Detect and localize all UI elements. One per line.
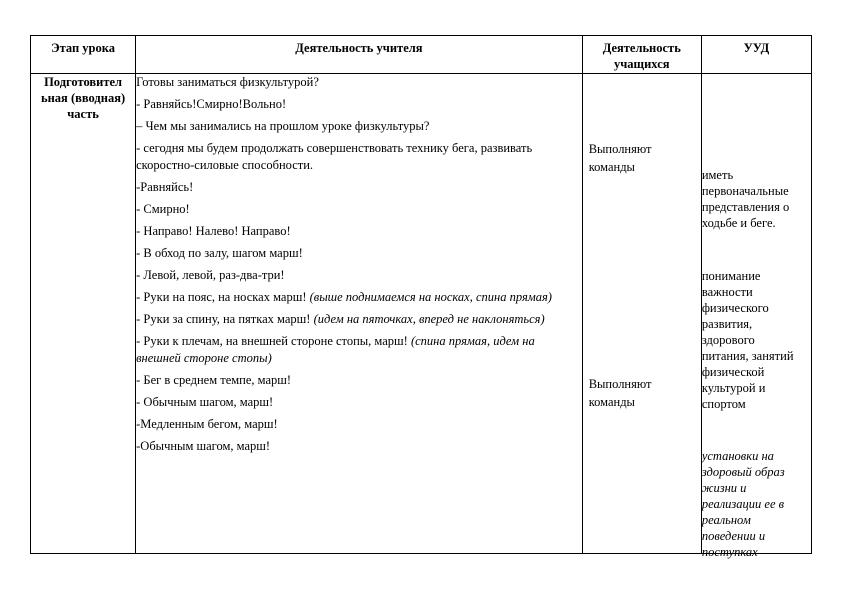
teacher-line <box>136 74 582 91</box>
students-cell <box>582 74 701 554</box>
uud-line: представления о <box>701 200 790 214</box>
teacher-line-text: - Смирно! <box>136 202 190 216</box>
uud-line: физической <box>701 365 765 379</box>
students-response-1 <box>589 140 652 176</box>
stage-line: ьная (вводная) <box>41 91 126 105</box>
teacher-line-text: - сегодня мы будем продолжать совершенствовать технику бега, развивать скоростно-силовые способности. <box>136 141 533 172</box>
teacher-line <box>136 311 582 328</box>
uud-line: понимание <box>701 269 761 283</box>
uud-line: иметь <box>701 168 734 182</box>
teacher-line-note: (выше поднимаемся на носках, спина прямая) <box>309 290 552 304</box>
header-students: Деятельность учащихся <box>582 36 701 74</box>
uud-line: жизни и <box>701 481 747 495</box>
uud-cell <box>701 74 811 559</box>
teacher-line <box>136 289 582 306</box>
uud-line: поступках <box>701 545 758 559</box>
uud-line: спортом <box>701 397 746 411</box>
header-teacher: Деятельность учителя <box>136 36 583 74</box>
teacher-line-text: Готовы заниматься физкультурой? <box>136 75 319 89</box>
teacher-line <box>136 416 582 433</box>
stage-cell <box>31 74 136 554</box>
teacher-line <box>136 438 582 455</box>
teacher-line-text: - Левой, левой, раз-два-три! <box>136 268 285 282</box>
students-response-2 <box>589 375 652 411</box>
teacher-line-text: - Руки к плечам, на внешней стороне стопы, марш! <box>136 334 408 348</box>
students-text: команды <box>588 160 635 174</box>
teacher-cell <box>136 74 583 554</box>
uud-line: реальном <box>701 513 751 527</box>
content-row <box>31 74 812 554</box>
teacher-line <box>136 96 582 113</box>
teacher-line-text: -Обычным шагом, марш! <box>136 439 271 453</box>
stage-line: часть <box>67 107 99 121</box>
uud-line: первоначальные <box>701 184 789 198</box>
teacher-line <box>136 333 582 367</box>
teacher-line-text: - Обычным шагом, марш! <box>136 395 274 409</box>
uud-line: здорового <box>701 333 755 347</box>
teacher-line <box>136 140 582 174</box>
uud-block-1 <box>702 167 810 231</box>
teacher-line <box>136 201 582 218</box>
uud-block-2 <box>702 268 810 412</box>
header-uud: УУД <box>701 36 811 74</box>
uud-line: питания, занятий <box>701 349 794 363</box>
students-text: Выполняют <box>588 377 652 391</box>
stage-line: Подготовител <box>44 75 123 89</box>
uud-line: ходьбе и беге. <box>701 216 776 230</box>
teacher-line <box>136 372 582 389</box>
teacher-line-text: - Направо! Налево! Направо! <box>136 224 291 238</box>
teacher-line-text: - Равняйсь!Смирно!Вольно! <box>136 97 287 111</box>
teacher-line-text: - В обход по залу, шагом марш! <box>136 246 303 260</box>
uud-line: установки на <box>701 449 774 463</box>
teacher-line-note: (идем на пяточках, вперед не наклоняться) <box>313 312 545 326</box>
students-text: Выполняют <box>588 142 652 156</box>
teacher-line <box>136 223 582 240</box>
teacher-line-text: -Медленным бегом, марш! <box>136 417 278 431</box>
teacher-line <box>136 394 582 411</box>
teacher-line <box>136 267 582 284</box>
uud-block-3 <box>702 448 810 560</box>
teacher-line <box>136 245 582 262</box>
teacher-line-text: - Руки на пояс, на носках марш! <box>136 290 307 304</box>
uud-line: реализации ее в <box>701 497 785 511</box>
students-text: команды <box>588 395 635 409</box>
uud-line: развития, <box>701 317 753 331</box>
teacher-line-text: -Равняйсь! <box>136 180 194 194</box>
teacher-line <box>136 118 582 135</box>
uud-line: культурой и <box>701 381 766 395</box>
uud-line: физического <box>701 301 769 315</box>
teacher-line-text: - Бег в среднем темпе, марш! <box>136 373 292 387</box>
lesson-table <box>30 35 812 559</box>
teacher-line <box>136 179 582 196</box>
header-row <box>31 36 812 74</box>
uud-line: здоровый образ <box>701 465 785 479</box>
teacher-instructions <box>136 74 582 455</box>
teacher-line-text: - Руки за спину, на пятках марш! <box>136 312 311 326</box>
uud-line: важности <box>701 285 753 299</box>
teacher-line-text: – Чем мы занимались на прошлом уроке физкультуры? <box>136 119 430 133</box>
teacher-line-note: (спина прямая, идем на внешней стороне стопы) <box>136 334 535 365</box>
header-stage: Этап урока <box>31 36 136 74</box>
uud-line: поведении и <box>701 529 766 543</box>
